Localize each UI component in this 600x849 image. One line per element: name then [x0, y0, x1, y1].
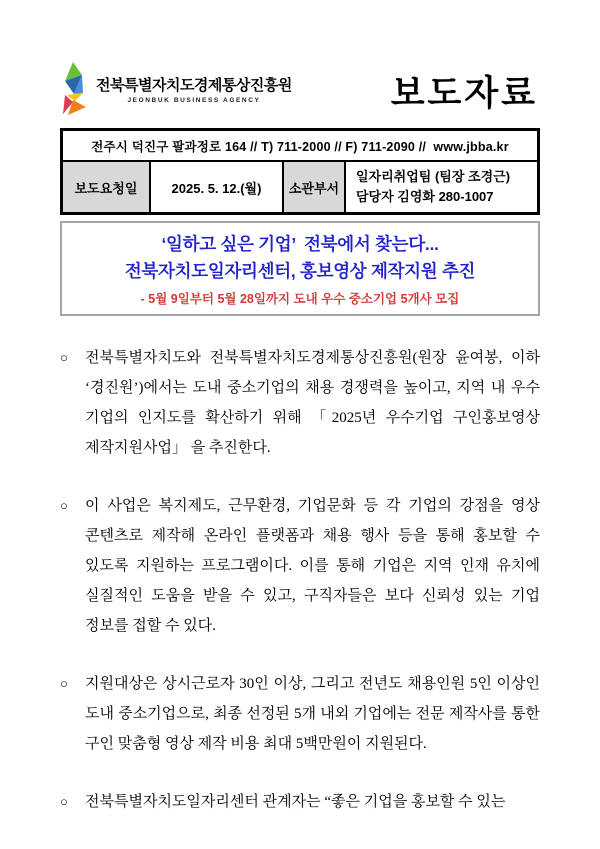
headline-line2: 전북자치도일자리센터, 홍보영상 제작지원 추진	[124, 261, 476, 282]
agency-logo-icon	[60, 62, 90, 120]
bullet-marker: ○	[60, 497, 68, 513]
department-cell	[346, 162, 537, 212]
paragraph-text: 전북특별자치도와 전북특별자치도경제통상진흥원(원장 윤여봉, 이하 ‘경진원’)에서는 도내 중소기업의 채용 경쟁력을 높이고, 지역 내 우수 기업의 인지도를 확산하기 위해 「2025년 우수기업 구인홍보영상 제작지원사업」 을 추진한다.	[85, 349, 540, 456]
bullet-marker: ○	[60, 793, 68, 809]
press-date-label: 보도요청일	[63, 162, 151, 212]
department-label: 소관부서	[284, 162, 346, 212]
agency-logo	[60, 62, 292, 120]
bullet-marker: ○	[60, 349, 68, 365]
body-paragraph	[60, 787, 540, 817]
paragraph-text: 이 사업은 복지제도, 근무환경, 기업문화 등 각 기업의 강점을 영상 콘텐츠로 제작해 온라인 플랫폼과 채용 행사 등을 통해 홍보할 수 있도록 지원하는 프로그램이다. 이를 통해 기업은 지역 인재 유치에 실질적인 도움을 받을 수 있고, 구직자들은 보다 신뢰성 있는 기업 정보를 접할 수 있다.	[85, 497, 540, 634]
contact-table	[60, 128, 540, 215]
headline-line1: ‘일하고 싶은 기업’ 전북에서 찾는다...	[161, 234, 439, 255]
paragraph-text: 지원대상은 상시근로자 30인 이상, 그리고 전년도 채용인원 5인 이상인 도내 중소기업으로, 최종 선정된 5개 내외 기업에는 전문 제작사를 통한 구인 맞춤형 영상 제작 비용 최대 5백만원이 지원된다.	[85, 675, 540, 752]
headline-box	[60, 221, 540, 315]
page-content	[60, 0, 540, 817]
body-paragraph	[60, 343, 540, 463]
department-contact: 담당자 김영화 280-1007	[356, 189, 494, 205]
body-paragraph	[60, 491, 540, 641]
press-date-value: 2025. 5. 12.(월)	[151, 162, 284, 212]
contact-info-row	[63, 162, 537, 212]
address-line: 전주시 덕진구 팔과정로 164 // T) 711-2000 // F) 711-2090 // www.jbba.kr	[63, 131, 537, 162]
org-name-en: JEONBUK BUSINESS AGENCY	[127, 97, 261, 105]
body-text	[60, 343, 540, 817]
agency-logo-text	[96, 78, 292, 105]
headline-subtitle: - 5월 9일부터 5월 28일까지 도내 우수 중소기업 5개사 모집	[140, 291, 460, 306]
doc-type-title: 보도자료	[390, 74, 538, 113]
bullet-marker: ○	[60, 675, 68, 691]
paragraph-text: 전북특별자치도일자리센터 관계자는 “좋은 기업을 홍보할 수 있는	[85, 793, 506, 810]
org-name: 전북특별자치도경제통상진흥원	[96, 76, 292, 94]
department-team: 일자리취업팀 (팀장 조경근)	[356, 169, 511, 184]
body-paragraph	[60, 669, 540, 759]
document-header	[60, 60, 540, 122]
